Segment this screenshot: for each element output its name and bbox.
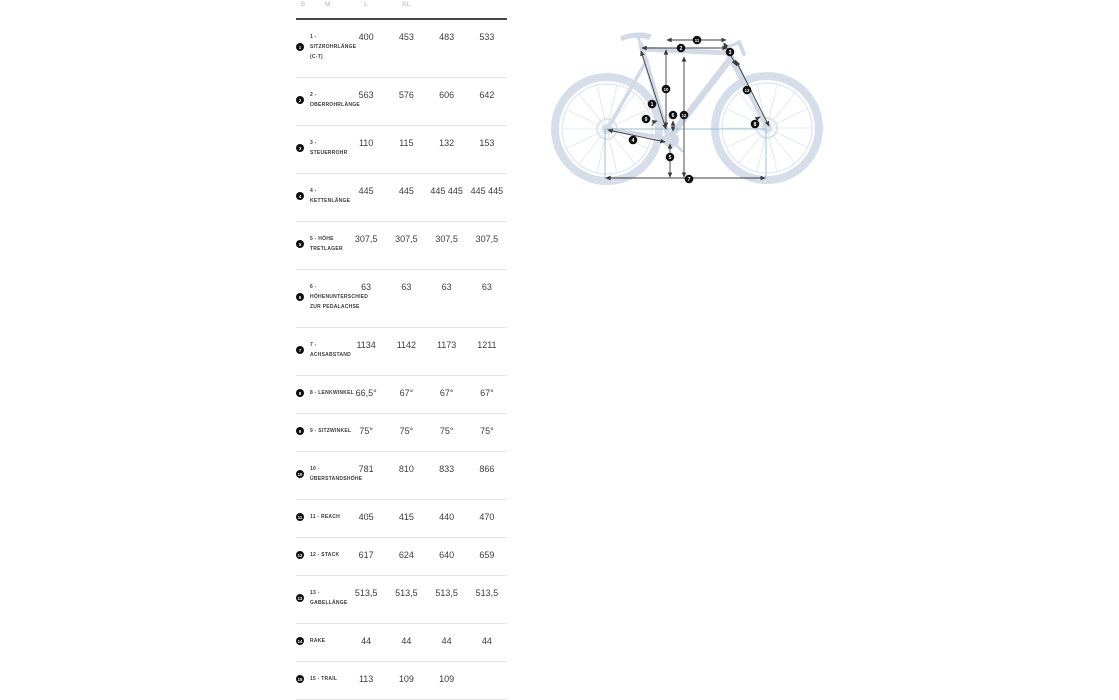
value-cell-m: 75° [399, 426, 414, 436]
diagram-badge-5 [666, 153, 675, 162]
row-number-badge-wrap [296, 234, 310, 254]
row-label: 1 - SITZROHRLÄNGE (C-T) [310, 34, 357, 60]
value-cell-l: 513,5 [435, 588, 458, 598]
value-cell-l: 44 [441, 636, 452, 646]
row-number-badge: 14 [297, 638, 303, 644]
value-cell-xl: 307,5 [475, 234, 499, 244]
value-cell-xl: 44 [481, 636, 492, 646]
value-cell-s: 405 [358, 512, 374, 522]
column-header-l: L [364, 1, 369, 8]
row-label: 2 - OBERROHRLÄNGE [310, 92, 360, 108]
value-cell-l: 63 [441, 282, 452, 292]
saddle-icon [620, 33, 652, 41]
table-row [296, 414, 507, 452]
row-number-badge-wrap [296, 464, 310, 484]
row-number-badge-wrap [296, 340, 310, 360]
bike-frame-icon [608, 35, 766, 151]
row-number-badge-wrap [296, 426, 310, 436]
svg-text:1: 1 [650, 101, 654, 108]
diagram-badge-9 [642, 115, 651, 124]
row-number-badge: 15 [297, 676, 303, 682]
row-number-badge-wrap [296, 512, 310, 522]
value-cell-s: 1134 [356, 340, 376, 350]
row-number-badge: 9 [296, 427, 304, 435]
svg-text:3: 3 [728, 49, 732, 56]
row-number-badge: 13 [297, 595, 303, 601]
value-cell-s: 75° [359, 426, 373, 436]
bike-geometry-diagram [540, 10, 840, 190]
table-row [296, 126, 507, 174]
value-cell-xl [467, 674, 507, 684]
table-row [296, 376, 507, 414]
value-cell-m: 453 [398, 32, 414, 42]
row-number-badge-wrap [296, 674, 310, 684]
table-row [296, 624, 507, 662]
value-cell-s: 781 [358, 464, 374, 474]
bike-silhouette [555, 33, 819, 181]
svg-text:8: 8 [753, 121, 757, 128]
value-cell-l: 445 445 [430, 186, 463, 196]
row-number-badge: 12 [297, 552, 303, 558]
row-number-badge: 7 [296, 346, 304, 354]
diagram-badge-1 [648, 100, 657, 109]
row-number-badge: 3 [296, 144, 304, 152]
row-label: 3 - STEUERROHR [310, 140, 348, 156]
value-cell-xl: 1211 [477, 340, 497, 350]
value-cell-l: 640 [439, 550, 455, 560]
row-number-badge: 8 [296, 389, 304, 397]
table-row [296, 662, 507, 700]
value-cell-m: 67° [399, 388, 414, 398]
column-header-m: M [325, 1, 331, 8]
row-number-badge: 5 [296, 240, 304, 248]
svg-text:5: 5 [668, 154, 672, 161]
diagram-badge-4 [629, 136, 638, 145]
value-cell-l: 109 [439, 674, 455, 684]
row-number-badge-wrap [296, 138, 310, 158]
geometry-table [296, 0, 507, 700]
value-cell-xl: 63 [481, 282, 492, 292]
value-cell-xl: 513,5 [475, 588, 499, 598]
row-number-badge-wrap [296, 282, 310, 312]
row-number-badge-wrap [296, 388, 310, 398]
table-row [296, 538, 507, 576]
value-cell-l: 75° [439, 426, 454, 436]
diagram-badge-11 [693, 36, 702, 45]
row-label: RAKE [310, 638, 326, 644]
svg-text:4: 4 [631, 137, 635, 144]
row-number-badge-wrap [296, 32, 310, 62]
diagram-badge-3 [726, 48, 735, 57]
row-number-badge-wrap [296, 186, 310, 206]
value-cell-s: 563 [358, 90, 374, 100]
diagram-badge-10 [662, 85, 671, 94]
value-cell-m: 513,5 [395, 588, 418, 598]
value-cell-m: 810 [398, 464, 414, 474]
svg-text:13: 13 [744, 87, 750, 93]
value-cell-m: 415 [398, 512, 414, 522]
row-label: 11 - REACH [310, 514, 341, 520]
table-row [296, 20, 507, 78]
table-row [296, 576, 507, 624]
row-label: 9 - SITZWINKEL [310, 428, 352, 434]
value-cell-xl: 470 [479, 512, 495, 522]
row-number-badge-wrap [296, 588, 310, 608]
value-cell-m: 1142 [396, 340, 417, 350]
value-cell-s: 113 [358, 674, 374, 684]
svg-text:9: 9 [644, 116, 648, 123]
diagram-badge-13 [743, 86, 752, 95]
chainring-icon [663, 132, 679, 148]
value-cell-s: 63 [361, 282, 372, 292]
table-row [296, 500, 507, 538]
value-cell-m: 44 [401, 636, 412, 646]
value-cell-s: 513,5 [354, 588, 378, 598]
value-cell-s: 44 [361, 636, 372, 646]
table-row [296, 270, 507, 328]
value-cell-s: 307,5 [354, 234, 378, 244]
svg-text:2: 2 [679, 45, 683, 52]
row-label: 15 - TRAIL [310, 676, 338, 682]
row-number-badge: 11 [297, 514, 303, 520]
value-cell-xl: 445 445 [470, 186, 504, 196]
svg-text:10: 10 [663, 86, 669, 92]
row-label: 10 - ÜBERSTANDSHÖHE [310, 466, 363, 482]
row-label: 12 - STACK [310, 552, 340, 558]
value-cell-s: 617 [358, 550, 374, 560]
value-cell-m: 624 [398, 550, 414, 560]
value-cell-l: 67° [439, 388, 454, 398]
table-row [296, 328, 507, 376]
value-cell-l: 833 [439, 464, 455, 474]
diagram-badge-8 [751, 120, 760, 129]
row-label: 5 - HÖHE TRETLAGER [310, 236, 343, 252]
value-cell-s: 66,5° [355, 388, 377, 398]
diagram-badge-2 [677, 44, 686, 53]
row-label: 13 - GABELLÄNGE [310, 590, 348, 606]
value-cell-xl: 153 [479, 138, 495, 148]
row-number-badge: 1 [296, 43, 304, 51]
table-row [296, 174, 507, 222]
column-header-s: S [300, 1, 306, 8]
value-cell-l: 132 [439, 138, 455, 148]
row-number-badge: 4 [296, 192, 304, 200]
table-row [296, 78, 507, 126]
row-number-badge-wrap [296, 636, 310, 646]
column-header-xl: XL [401, 1, 411, 8]
value-cell-l: 483 [439, 32, 455, 42]
value-cell-m: 576 [398, 90, 414, 100]
value-cell-m: 307,5 [395, 234, 418, 244]
svg-text:7: 7 [687, 176, 691, 183]
value-cell-m: 109 [398, 674, 414, 684]
value-cell-m: 445 [398, 186, 414, 196]
diagram-badge-6 [669, 111, 678, 120]
measurement-lines [606, 37, 769, 178]
table-row [296, 222, 507, 270]
value-cell-m: 115 [399, 138, 414, 148]
value-cell-s: 400 [358, 32, 374, 42]
row-label: 8 - LENKWINKEL [310, 390, 355, 396]
row-number-badge: 10 [297, 471, 303, 477]
row-number-badge: 6 [296, 293, 304, 301]
value-cell-xl: 642 [479, 90, 495, 100]
geometry-table-body [296, 20, 507, 700]
svg-text:12: 12 [681, 112, 687, 118]
value-cell-xl: 75° [480, 426, 494, 436]
row-number-badge-wrap [296, 550, 310, 560]
diagram-badge-7 [685, 175, 694, 184]
value-cell-xl: 533 [479, 32, 495, 42]
geometry-table-header [296, 0, 507, 20]
row-label: 6 - HÖHENUNTERSCHIED ZUR PEDALACHSE [310, 284, 369, 310]
value-cell-m: 63 [401, 282, 412, 292]
row-number-badge-wrap [296, 90, 310, 110]
value-cell-xl: 659 [479, 550, 495, 560]
diagram-badge-12 [680, 111, 689, 120]
value-cell-l: 606 [439, 90, 455, 100]
svg-text:11: 11 [694, 37, 700, 43]
value-cell-xl: 67° [480, 388, 494, 398]
table-row [296, 452, 507, 500]
row-label: 4 - KETTENLÄNGE [310, 188, 351, 204]
row-label: 7 - ACHSABSTAND [310, 342, 351, 358]
svg-text:6: 6 [671, 112, 675, 119]
value-cell-s: 445 [358, 186, 374, 196]
value-cell-l: 440 [439, 512, 455, 522]
value-cell-l: 307,5 [435, 234, 458, 244]
row-number-badge: 2 [296, 96, 304, 104]
value-cell-xl: 866 [479, 464, 495, 474]
value-cell-s: 110 [358, 138, 374, 148]
value-cell-l: 1173 [436, 340, 457, 350]
